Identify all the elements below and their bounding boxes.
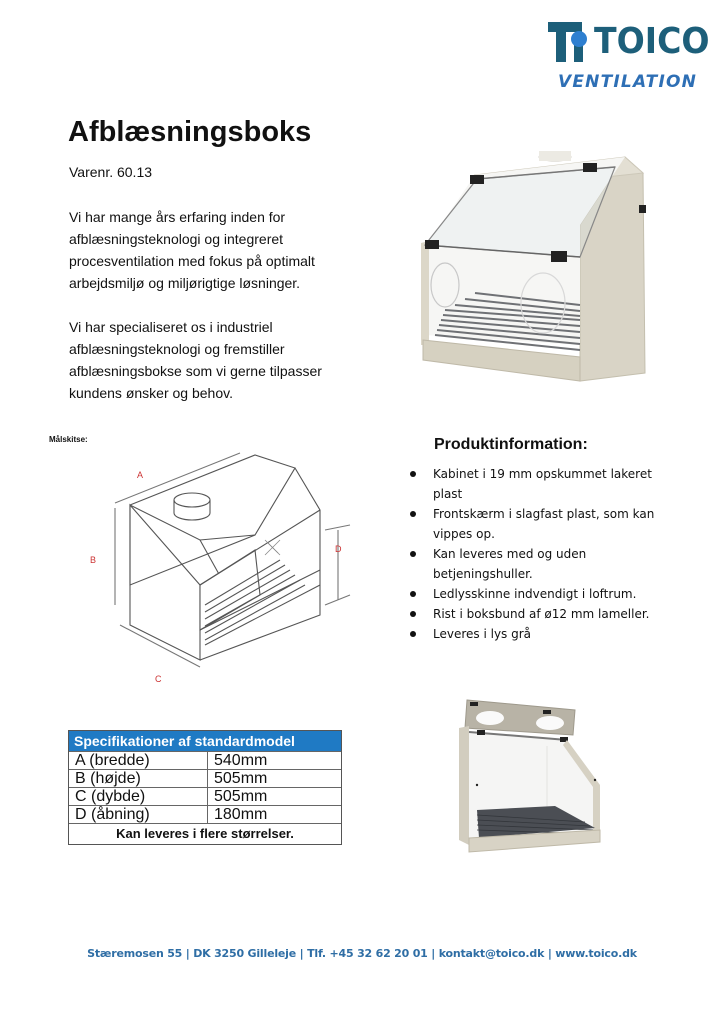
table-row [69, 751, 341, 769]
spec-label: B (højde) [69, 770, 208, 787]
bullet-icon [410, 511, 416, 517]
spec-label: D (åbning) [69, 806, 208, 823]
spec-label: A (bredde) [69, 752, 208, 769]
bullet-icon [410, 551, 416, 557]
logo-subtitle: VENTILATION [558, 72, 698, 92]
spec-value: 505mm [214, 770, 268, 787]
bullet-icon [410, 611, 416, 617]
spec-table [68, 730, 342, 845]
intro-paragraph-1: Vi har mange års erfaring inden for afblæsningsteknologi og integreret procesventilation med fokus på optimalt arbejdsmiljø og miljørigtige løsninger. [69, 209, 315, 291]
product-info-list [400, 464, 670, 644]
spec-value: 540mm [214, 752, 268, 769]
table-row [69, 805, 341, 823]
bullet-icon [410, 591, 416, 597]
bullet-icon [410, 471, 416, 477]
dimension-label-c: C [155, 674, 162, 684]
bullet-icon [410, 631, 416, 637]
table-row [69, 787, 341, 805]
product-photo-closed [415, 145, 655, 385]
dimension-label-d: D [335, 544, 342, 554]
table-row [69, 769, 341, 787]
list-item: Ledlysskinne indvendigt i loftrum. [400, 584, 670, 604]
list-item: Kabinet i 19 mm opskummet lakeret plast [400, 464, 670, 504]
product-photo-open [455, 690, 615, 855]
sketch-label: Målskitse: [49, 435, 88, 444]
dimension-sketch [80, 445, 365, 695]
product-info-heading: Produktinformation: [434, 436, 588, 453]
product-sku: Varenr. 60.13 [69, 164, 153, 180]
list-item: Leveres i lys grå [400, 624, 670, 644]
dimension-label-a: A [137, 470, 144, 480]
logo-wordmark: TOICO [594, 21, 710, 62]
spec-value: 505mm [214, 788, 268, 805]
spec-label: C (dybde) [69, 788, 208, 805]
intro-paragraph-2: Vi har specialiseret os i industriel afblæsningsteknologi og fremstiller afblæsningsbokse som vi gerne tilpasser kundens ønsker og behov. [69, 319, 322, 401]
list-item: Kan leveres med og uden betjeningshuller. [400, 544, 670, 584]
toico-logo [544, 18, 714, 98]
list-item: Rist i boksbund af ø12 mm lameller. [400, 604, 670, 624]
spec-table-header: Specifikationer af standardmodel [69, 731, 341, 751]
footer-contact: Stæremosen 55 | DK 3250 Gilleleje | Tlf. +45 32 62 20 01 | kontakt@toico.dk | www.toico.dk [87, 947, 637, 960]
spec-table-footer: Kan leveres i flere størrelser. [69, 823, 341, 844]
list-item: Frontskærm i slagfast plast, som kan vippes op. [400, 504, 670, 544]
spec-value: 180mm [214, 806, 268, 823]
dimension-label-b: B [90, 555, 97, 565]
page-title: Afblæsningsboks [68, 116, 312, 148]
logo-mark-icon [546, 20, 592, 64]
